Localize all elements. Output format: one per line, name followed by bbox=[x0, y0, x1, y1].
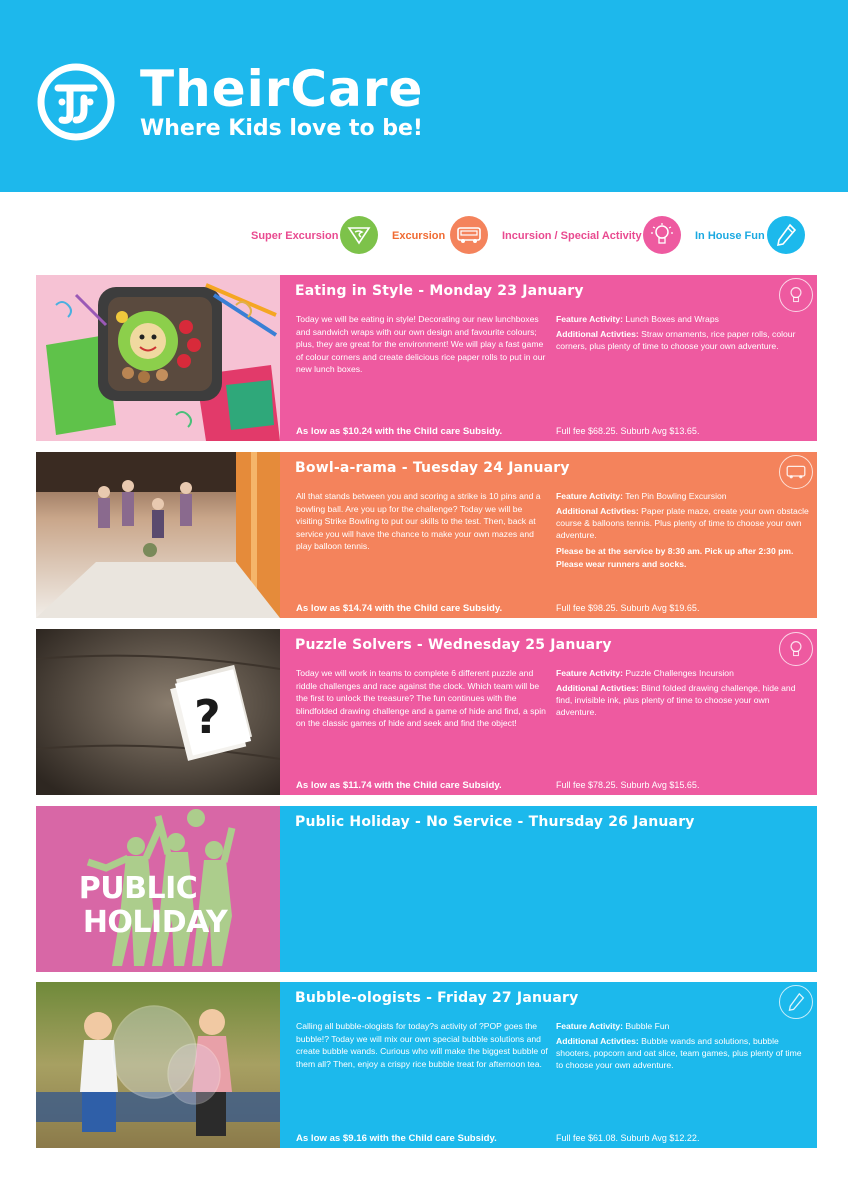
additional-activities: Paper plate maze, create your own obstacle course & balloons tennis. Plus plenty of time to choose your own adventure. bbox=[556, 506, 809, 540]
svg-text:?: ? bbox=[194, 690, 221, 744]
header-banner bbox=[0, 0, 848, 192]
lightbulb-icon bbox=[779, 632, 813, 666]
subsidy-price: As low as $11.74 with the Child care Subsidy. bbox=[296, 780, 502, 791]
subsidy-price: As low as $14.74 with the Child care Subsidy. bbox=[296, 603, 503, 614]
full-fee: Full fee $61.08. Suburb Avg $12.22. bbox=[556, 1133, 700, 1143]
subsidy-price: As low as $9.16 with the Child care Subsidy. bbox=[296, 1133, 497, 1144]
day-card-monday bbox=[36, 275, 817, 441]
additional-activities: Blind folded drawing challenge, hide and find, invisible ink, plus plenty of time to choose your own adventure. bbox=[556, 683, 796, 717]
activity-details bbox=[556, 313, 810, 355]
day-description: All that stands between you and scoring a strike is 10 pins and a bowling ball. Are you up for the challenge? Today we will be visiting Strike Bowling to put our skills to the test. Then, back at service you will have the chance to make your own mazes and play balloon tennis. bbox=[296, 491, 541, 552]
additional-activities: Bubble wands and solutions, bubble shooters, popcorn and oat slice, team games, plus plenty of time to choose your own adventure. bbox=[556, 1036, 802, 1070]
holiday-word: HOLIDAY bbox=[82, 905, 228, 940]
day-card-body bbox=[280, 806, 817, 972]
feature-activity: Puzzle Challenges Incursion bbox=[625, 668, 734, 678]
feature-label: Feature Activity: bbox=[556, 1021, 624, 1031]
feature-activity: Lunch Boxes and Wraps bbox=[625, 314, 719, 324]
activity-legend bbox=[0, 216, 848, 258]
feature-label: Feature Activity: bbox=[556, 491, 624, 501]
day-card-tuesday bbox=[36, 452, 817, 618]
smiley-logo-icon bbox=[36, 62, 116, 142]
bubbles-photo bbox=[36, 982, 280, 1148]
day-title: Eating in Style - Monday 23 January bbox=[295, 283, 584, 299]
day-card-body bbox=[280, 275, 817, 441]
full-fee: Full fee $78.25. Suburb Avg $15.65. bbox=[556, 780, 700, 790]
feature-label: Feature Activity: bbox=[556, 668, 624, 678]
activity-details bbox=[556, 667, 810, 721]
attendance-note: Please be at the service by 8:30 am. Pick up after 2:30 pm. Please wear runners and socks. bbox=[556, 546, 794, 569]
feature-activity: Bubble Fun bbox=[625, 1021, 670, 1031]
additional-label: Additional Activties: bbox=[556, 683, 639, 693]
day-title: Puzzle Solvers - Wednesday 25 January bbox=[295, 637, 612, 653]
day-description: Today we will be eating in style! Decorating our new lunchboxes and sandwich wraps with our own design and favourite colours; plus, they are great for the environment! We will play a fast game of colour corners and create delicious rice paper rolls to put in our new lunch boxes. bbox=[296, 314, 546, 375]
bowling-photo bbox=[36, 452, 280, 618]
day-title: Public Holiday - No Service - Thursday 26 January bbox=[295, 814, 695, 830]
legend-label-incursion: Incursion / Special Activity bbox=[502, 230, 642, 242]
superhero-badge-icon bbox=[340, 216, 378, 254]
day-card-body bbox=[280, 629, 817, 795]
day-card-wednesday bbox=[36, 629, 817, 795]
activity-details bbox=[556, 490, 810, 574]
day-card-friday bbox=[36, 982, 817, 1148]
puzzle-photo bbox=[36, 629, 280, 795]
day-title: Bubble-ologists - Friday 27 January bbox=[295, 990, 579, 1006]
pencil-icon bbox=[779, 985, 813, 1019]
legend-label-excursion: Excursion bbox=[392, 230, 446, 242]
feature-label: Feature Activity: bbox=[556, 314, 624, 324]
day-card-thursday bbox=[36, 806, 817, 972]
lightbulb-icon bbox=[643, 216, 681, 254]
public-holiday-graphic bbox=[36, 806, 280, 972]
day-title: Bowl-a-rama - Tuesday 24 January bbox=[295, 460, 570, 476]
lightbulb-icon bbox=[779, 278, 813, 312]
lunchbox-photo bbox=[36, 275, 280, 441]
brand-tagline: Where Kids love to be! bbox=[140, 116, 423, 141]
additional-activities: Straw ornaments, rice paper rolls, colour corners, plus plenty of time to choose your own adventure. bbox=[556, 329, 796, 351]
day-description: Today we will work in teams to complete 6 different puzzle and riddle challenges and race against the clock. Which team will be the first to unlock the treasure? The fun continues with the blindfolded drawing challenge and a game of hide and find, a spin on the classic games of hide and seek and find the object! bbox=[296, 668, 546, 729]
day-card-body bbox=[280, 982, 817, 1148]
additional-label: Additional Activties: bbox=[556, 329, 639, 339]
legend-label-super-excursion: Super Excursion bbox=[251, 230, 339, 242]
activity-details bbox=[556, 1020, 810, 1074]
full-fee: Full fee $68.25. Suburb Avg $13.65. bbox=[556, 426, 700, 436]
day-card-body bbox=[280, 452, 817, 618]
bus-icon bbox=[779, 455, 813, 489]
additional-label: Additional Activties: bbox=[556, 1036, 639, 1046]
public-word: PUBLIC bbox=[78, 871, 198, 906]
pencil-icon bbox=[767, 216, 805, 254]
subsidy-price: As low as $10.24 with the Child care Subsidy. bbox=[296, 426, 503, 437]
additional-label: Additional Activties: bbox=[556, 506, 639, 516]
day-description: Calling all bubble-ologists for today?s activity of ?POP goes the bubble!? Today we will mix our own special bubble solutions and create bubble wands. Curious who will make the biggest bubble of them all? Then, enjoy a crispy rice bubble treat for afternoon tea. bbox=[296, 1021, 548, 1069]
legend-label-in-house: In House Fun bbox=[695, 230, 765, 242]
public-holiday-text bbox=[36, 872, 280, 940]
feature-activity: Ten Pin Bowling Excursion bbox=[625, 491, 727, 501]
brand-name: TheirCare bbox=[140, 60, 424, 118]
full-fee: Full fee $98.25. Suburb Avg $19.65. bbox=[556, 603, 700, 613]
bus-icon bbox=[450, 216, 488, 254]
